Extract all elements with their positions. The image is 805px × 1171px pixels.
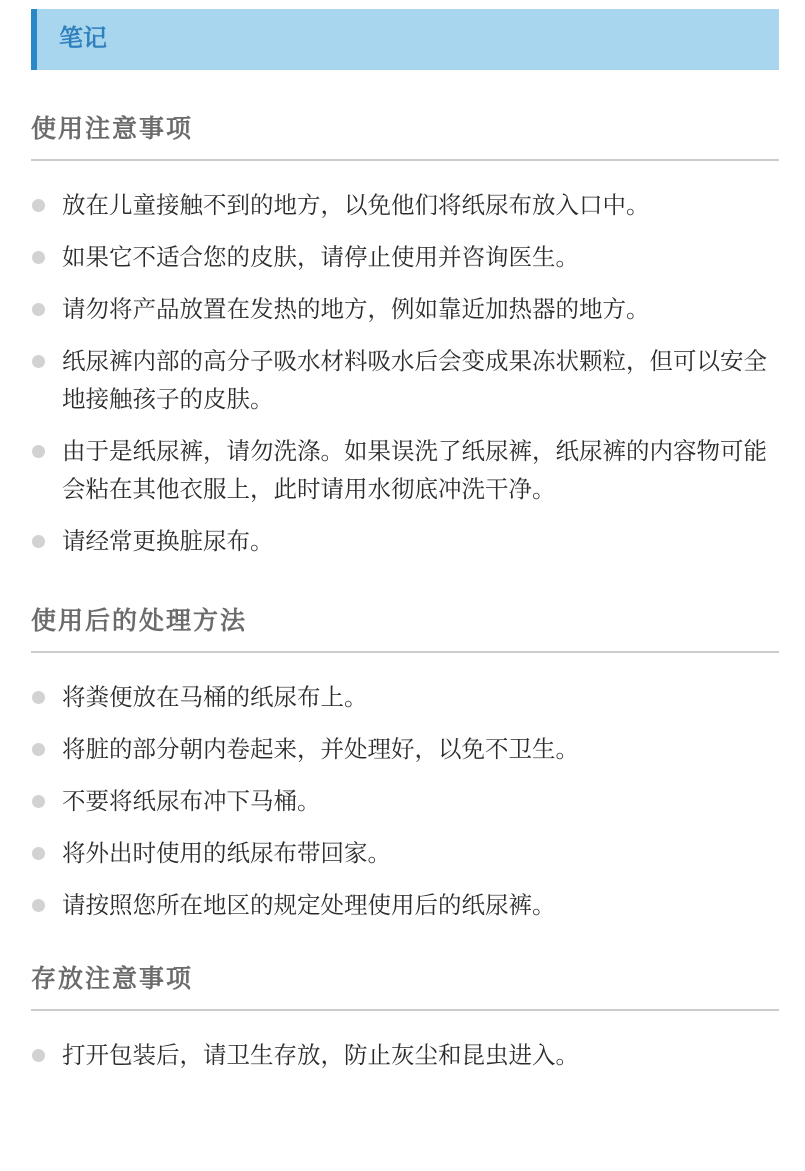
section-heading: 使用注意事项 [31,112,779,161]
bullet-list [31,186,779,560]
bullet-list [31,1036,779,1074]
bullet-dot-icon [32,445,45,458]
list-item [31,678,779,716]
list-item-text: 由于是纸尿裤，请勿洗涤。如果误洗了纸尿裤，纸尿裤的内容物可能会粘在其他衣服上，此时请用水彻底冲洗干净。 [62,437,767,503]
list-item-text: 请勿将产品放置在发热的地方，例如靠近加热器的地方。 [62,295,650,323]
bullet-dot-icon [32,251,45,264]
section-storage-precautions [31,962,779,1074]
list-item [31,834,779,872]
bullet-dot-icon [32,691,45,704]
bullet-dot-icon [32,535,45,548]
bullet-dot-icon [32,795,45,808]
list-item [31,238,779,276]
list-item-text: 请经常更换脏尿布。 [62,527,274,555]
section-heading: 存放注意事项 [31,962,779,1011]
list-item-text: 放在儿童接触不到的地方，以免他们将纸尿布放入口中。 [62,191,650,219]
bullet-dot-icon [32,899,45,912]
bullet-dot-icon [32,743,45,756]
list-item-text: 请按照您所在地区的规定处理使用后的纸尿裤。 [62,891,556,919]
list-item [31,186,779,224]
list-item [31,1036,779,1074]
list-item [31,730,779,768]
list-item-text: 将外出时使用的纸尿布带回家。 [62,839,391,867]
section-heading: 使用后的处理方法 [31,604,779,653]
bullet-dot-icon [32,847,45,860]
section-disposal-method [31,604,779,938]
list-item-text: 打开包装后，请卫生存放，防止灰尘和昆虫进入。 [62,1041,579,1069]
list-item-text: 纸尿裤内部的高分子吸水材料吸水后会变成果冻状颗粒，但可以安全地接触孩子的皮肤。 [62,347,767,413]
banner-title: 笔记 [59,24,107,52]
list-item [31,886,779,924]
list-item [31,290,779,328]
bullet-dot-icon [32,1049,45,1062]
bullet-dot-icon [32,355,45,368]
notes-banner [31,9,779,70]
list-item [31,522,779,560]
list-item-text: 将粪便放在马桶的纸尿布上。 [62,683,368,711]
bullet-dot-icon [32,303,45,316]
list-item [31,342,779,418]
list-item [31,432,779,508]
section-usage-precautions [31,112,779,560]
list-item-text: 将脏的部分朝内卷起来，并处理好，以免不卫生。 [62,735,579,763]
list-item-text: 不要将纸尿布冲下马桶。 [62,787,321,815]
list-item [31,782,779,820]
bullet-list [31,678,779,924]
list-item-text: 如果它不适合您的皮肤，请停止使用并咨询医生。 [62,243,579,271]
bullet-dot-icon [32,199,45,212]
